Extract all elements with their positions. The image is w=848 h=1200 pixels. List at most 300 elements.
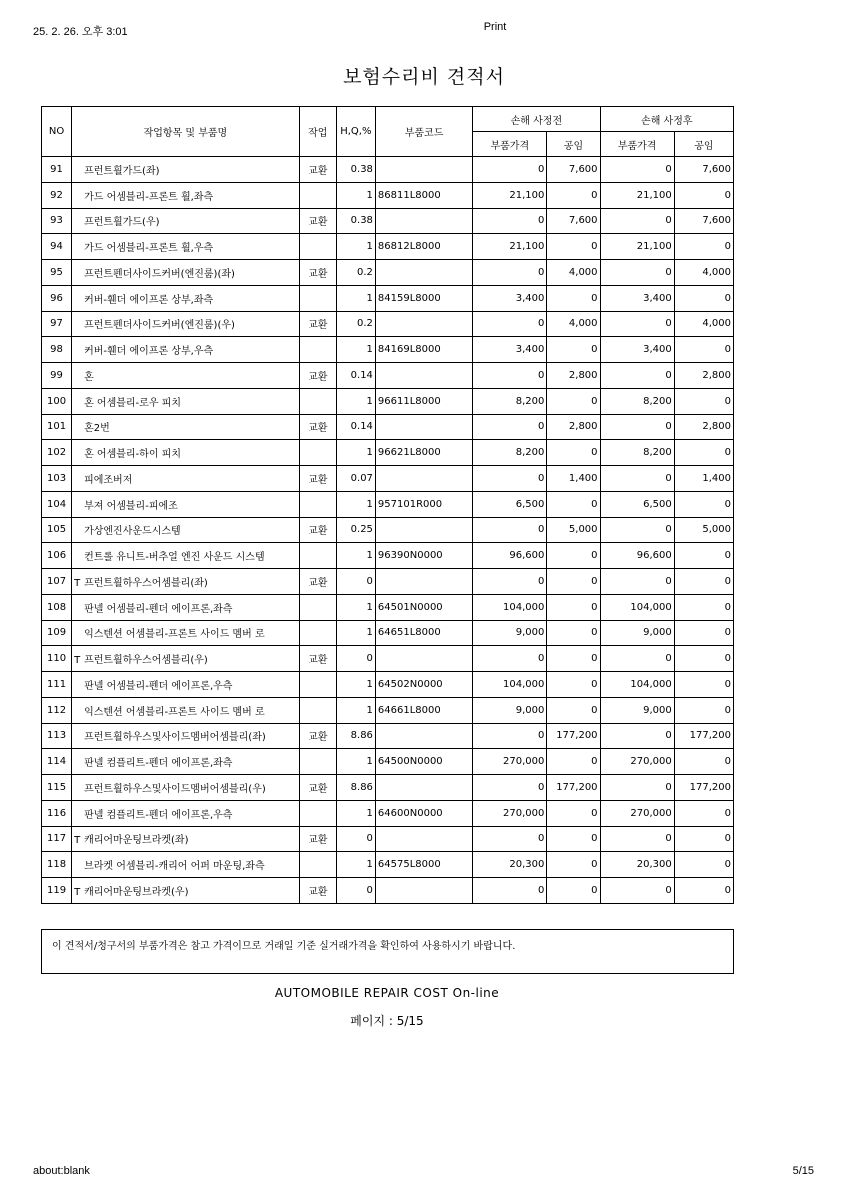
row-before-part-price: 9,000 <box>473 697 547 723</box>
table-row <box>42 208 734 234</box>
row-part-code <box>375 466 472 492</box>
row-after-labor: 0 <box>674 594 733 620</box>
row-item-name-text: 프런트펜더사이드커버(엔진룸)(좌) <box>84 268 235 280</box>
row-part-code: 64575L8000 <box>375 852 472 878</box>
row-hq: 0.2 <box>336 311 375 337</box>
table-row <box>42 775 734 801</box>
row-after-labor: 0 <box>674 646 733 672</box>
row-hq: 0.38 <box>336 157 375 183</box>
row-item-name <box>72 878 300 904</box>
table-row <box>42 234 734 260</box>
row-before-labor: 0 <box>547 234 600 260</box>
row-before-part-price: 0 <box>473 311 547 337</box>
row-no: 103 <box>42 466 72 492</box>
table-row <box>42 543 734 569</box>
row-before-part-price: 6,500 <box>473 491 547 517</box>
row-after-labor: 1,400 <box>674 466 733 492</box>
row-item-name <box>72 466 300 492</box>
row-after-labor: 0 <box>674 620 733 646</box>
row-no: 113 <box>42 723 72 749</box>
row-no: 119 <box>42 878 72 904</box>
row-before-labor: 0 <box>547 182 600 208</box>
row-no: 111 <box>42 672 72 698</box>
row-after-labor: 4,000 <box>674 311 733 337</box>
row-work-type: 교환 <box>299 723 336 749</box>
row-after-labor: 0 <box>674 491 733 517</box>
row-item-name <box>72 775 300 801</box>
row-item-name <box>72 594 300 620</box>
row-after-part-price: 21,100 <box>600 234 674 260</box>
row-item-name-text: 피에조버저 <box>84 474 133 486</box>
table-row <box>42 800 734 826</box>
row-t-mark: T <box>74 577 81 589</box>
row-hq: 1 <box>336 285 375 311</box>
row-before-part-price: 0 <box>473 569 547 595</box>
row-no: 94 <box>42 234 72 260</box>
row-before-labor: 0 <box>547 826 600 852</box>
estimate-rows <box>42 157 734 904</box>
row-before-part-price: 0 <box>473 466 547 492</box>
row-item-name <box>72 749 300 775</box>
row-item-name-text: 판넬 컴플리트-펜더 에이프론,좌측 <box>84 758 233 770</box>
row-no: 102 <box>42 440 72 466</box>
row-before-labor: 4,000 <box>547 311 600 337</box>
row-after-labor: 2,800 <box>674 363 733 389</box>
price-notice-text: 이 견적서/청구서의 부품가격은 참고 가격이므로 거래일 기준 실거래가격을 확인하여 사용하시기 바랍니다. <box>52 941 516 952</box>
row-after-part-price: 3,400 <box>600 337 674 363</box>
row-no: 98 <box>42 337 72 363</box>
row-before-part-price: 0 <box>473 775 547 801</box>
row-hq: 0.38 <box>336 208 375 234</box>
row-before-labor: 0 <box>547 800 600 826</box>
row-after-part-price: 8,200 <box>600 440 674 466</box>
row-after-labor: 0 <box>674 543 733 569</box>
table-row <box>42 569 734 595</box>
row-after-labor: 0 <box>674 388 733 414</box>
header-after-assessment: 손해 사정후 <box>600 107 733 132</box>
footer-page-number: 페이지 : 5/15 <box>350 1014 424 1028</box>
row-item-name-text: 프런트휠하우스어셈블리(좌) <box>84 577 208 589</box>
row-after-part-price: 0 <box>600 569 674 595</box>
row-hq: 1 <box>336 620 375 646</box>
row-hq: 0 <box>336 646 375 672</box>
row-no: 101 <box>42 414 72 440</box>
row-item-name <box>72 337 300 363</box>
row-work-type: 교환 <box>299 363 336 389</box>
row-part-code <box>375 826 472 852</box>
row-item-name-text: 혼 어셈블리-하이 피치 <box>84 449 181 461</box>
header-item-name: 작업항목 및 부품명 <box>72 107 300 157</box>
row-part-code: 86812L8000 <box>375 234 472 260</box>
row-before-part-price: 270,000 <box>473 800 547 826</box>
row-after-part-price: 270,000 <box>600 749 674 775</box>
row-t-mark: T <box>74 886 81 898</box>
table-row <box>42 440 734 466</box>
row-hq: 1 <box>336 337 375 363</box>
row-item-name <box>72 363 300 389</box>
row-item-name-text: 가드 어셈블리-프론트 휠,좌측 <box>84 191 214 203</box>
table-row <box>42 337 734 363</box>
row-hq: 1 <box>336 234 375 260</box>
row-item-name-text: 커버-휀더 에이프론 상부,우측 <box>84 346 214 358</box>
row-work-type <box>299 852 336 878</box>
row-hq: 1 <box>336 440 375 466</box>
row-before-labor: 2,800 <box>547 363 600 389</box>
row-before-part-price: 104,000 <box>473 594 547 620</box>
row-part-code <box>375 311 472 337</box>
row-before-part-price: 0 <box>473 363 547 389</box>
row-work-type: 교환 <box>299 569 336 595</box>
row-no: 97 <box>42 311 72 337</box>
print-datetime: 25. 2. 26. 오후 3:01 <box>33 26 128 38</box>
row-no: 108 <box>42 594 72 620</box>
table-row <box>42 697 734 723</box>
row-before-part-price: 0 <box>473 723 547 749</box>
row-no: 92 <box>42 182 72 208</box>
row-no: 107 <box>42 569 72 595</box>
row-part-code <box>375 517 472 543</box>
row-no: 99 <box>42 363 72 389</box>
row-part-code: 96621L8000 <box>375 440 472 466</box>
row-after-part-price: 0 <box>600 311 674 337</box>
row-item-name-text: 익스텐션 어셈블리-프론트 사이드 멤버 로 <box>84 706 265 718</box>
row-hq: 0 <box>336 878 375 904</box>
table-row <box>42 414 734 440</box>
row-item-name <box>72 157 300 183</box>
row-before-part-price: 0 <box>473 878 547 904</box>
row-after-labor: 4,000 <box>674 260 733 286</box>
row-before-part-price: 21,100 <box>473 182 547 208</box>
row-after-part-price: 0 <box>600 157 674 183</box>
row-before-labor: 0 <box>547 440 600 466</box>
row-item-name <box>72 517 300 543</box>
row-item-name-text: 프런트휠가드(우) <box>84 217 160 229</box>
row-part-code <box>375 157 472 183</box>
row-part-code: 64502N0000 <box>375 672 472 698</box>
row-before-labor: 0 <box>547 646 600 672</box>
table-row <box>42 878 734 904</box>
row-hq: 0.14 <box>336 414 375 440</box>
row-before-part-price: 0 <box>473 414 547 440</box>
table-row <box>42 466 734 492</box>
row-no: 112 <box>42 697 72 723</box>
print-page-count: 5/15 <box>792 1165 814 1177</box>
row-work-type: 교환 <box>299 311 336 337</box>
row-item-name-text: 혼2번 <box>84 423 110 435</box>
row-work-type: 교환 <box>299 517 336 543</box>
row-hq: 1 <box>336 594 375 620</box>
row-item-name-text: 프런트휠가드(좌) <box>84 165 160 177</box>
row-before-part-price: 270,000 <box>473 749 547 775</box>
table-row <box>42 620 734 646</box>
row-before-labor: 0 <box>547 285 600 311</box>
row-item-name <box>72 182 300 208</box>
row-item-name-text: 혼 <box>84 371 94 383</box>
row-no: 115 <box>42 775 72 801</box>
table-row <box>42 723 734 749</box>
header-after-labor: 공임 <box>674 132 733 157</box>
row-no: 116 <box>42 800 72 826</box>
row-hq: 1 <box>336 491 375 517</box>
row-item-name <box>72 723 300 749</box>
row-hq: 1 <box>336 182 375 208</box>
row-item-name-text: 가상엔진사운드시스템 <box>84 526 181 538</box>
row-hq: 8.86 <box>336 775 375 801</box>
row-after-labor: 0 <box>674 800 733 826</box>
table-row <box>42 285 734 311</box>
row-item-name <box>72 414 300 440</box>
row-no: 106 <box>42 543 72 569</box>
document-title: 보험수리비 견적서 <box>343 66 505 88</box>
header-part-code: 부품코드 <box>375 107 472 157</box>
row-hq: 1 <box>336 543 375 569</box>
row-after-labor: 2,800 <box>674 414 733 440</box>
table-row <box>42 852 734 878</box>
row-after-part-price: 0 <box>600 775 674 801</box>
row-after-labor: 7,600 <box>674 208 733 234</box>
row-item-name <box>72 697 300 723</box>
row-item-name <box>72 440 300 466</box>
row-work-type <box>299 697 336 723</box>
row-item-name <box>72 388 300 414</box>
row-item-name <box>72 800 300 826</box>
row-hq: 0.25 <box>336 517 375 543</box>
row-part-code: 84159L8000 <box>375 285 472 311</box>
row-before-labor: 7,600 <box>547 208 600 234</box>
table-row <box>42 388 734 414</box>
row-item-name-text: 판넬 컴플리트-펜더 에이프론,우측 <box>84 809 233 821</box>
row-before-labor: 177,200 <box>547 723 600 749</box>
row-item-name <box>72 311 300 337</box>
row-after-part-price: 0 <box>600 826 674 852</box>
row-after-labor: 0 <box>674 285 733 311</box>
row-no: 109 <box>42 620 72 646</box>
row-hq: 1 <box>336 749 375 775</box>
footer-brand: AUTOMOBILE REPAIR COST On-line <box>274 986 500 1000</box>
row-work-type <box>299 388 336 414</box>
row-after-part-price: 8,200 <box>600 388 674 414</box>
row-before-part-price: 96,600 <box>473 543 547 569</box>
table-row <box>42 594 734 620</box>
row-item-name <box>72 234 300 260</box>
row-after-part-price: 0 <box>600 466 674 492</box>
row-item-name <box>72 569 300 595</box>
row-before-part-price: 0 <box>473 260 547 286</box>
row-after-part-price: 3,400 <box>600 285 674 311</box>
row-work-type: 교환 <box>299 157 336 183</box>
row-after-labor: 177,200 <box>674 723 733 749</box>
row-no: 110 <box>42 646 72 672</box>
row-after-labor: 0 <box>674 826 733 852</box>
row-t-mark: T <box>74 655 81 667</box>
row-no: 117 <box>42 826 72 852</box>
row-before-labor: 0 <box>547 620 600 646</box>
row-after-part-price: 20,300 <box>600 852 674 878</box>
row-item-name-text: 혼 어셈블리-로우 피치 <box>84 397 181 409</box>
row-part-code <box>375 208 472 234</box>
row-before-labor: 7,600 <box>547 157 600 183</box>
row-after-part-price: 96,600 <box>600 543 674 569</box>
row-before-part-price: 8,200 <box>473 440 547 466</box>
row-hq: 0.07 <box>336 466 375 492</box>
row-no: 114 <box>42 749 72 775</box>
row-no: 105 <box>42 517 72 543</box>
row-no: 100 <box>42 388 72 414</box>
row-before-part-price: 20,300 <box>473 852 547 878</box>
row-item-name-text: 프런트휠하우스및사이드멤버어셈블리(좌) <box>84 732 266 744</box>
table-row <box>42 157 734 183</box>
row-part-code <box>375 646 472 672</box>
row-after-labor: 0 <box>674 697 733 723</box>
row-after-labor: 0 <box>674 234 733 260</box>
header-before-assessment: 손해 사정전 <box>473 107 600 132</box>
row-hq: 1 <box>336 672 375 698</box>
row-after-part-price: 0 <box>600 208 674 234</box>
row-before-labor: 0 <box>547 543 600 569</box>
row-before-labor: 0 <box>547 749 600 775</box>
row-no: 91 <box>42 157 72 183</box>
row-part-code: 64651L8000 <box>375 620 472 646</box>
row-item-name-text: 판넬 어셈블리-펜더 에이프론,좌측 <box>84 603 233 615</box>
row-item-name <box>72 646 300 672</box>
row-after-part-price: 0 <box>600 517 674 543</box>
row-work-type: 교환 <box>299 208 336 234</box>
row-item-name-text: 프런트휠하우스및사이드멤버어셈블리(우) <box>84 783 266 795</box>
row-work-type: 교환 <box>299 826 336 852</box>
row-after-labor: 5,000 <box>674 517 733 543</box>
row-before-part-price: 21,100 <box>473 234 547 260</box>
row-item-name <box>72 852 300 878</box>
table-row <box>42 826 734 852</box>
row-after-part-price: 0 <box>600 646 674 672</box>
row-item-name-text: 컨트롤 유니트-버추얼 엔진 사운드 시스템 <box>84 552 265 564</box>
row-before-labor: 4,000 <box>547 260 600 286</box>
row-part-code: 84169L8000 <box>375 337 472 363</box>
row-item-name <box>72 491 300 517</box>
row-part-code <box>375 775 472 801</box>
row-after-part-price: 0 <box>600 723 674 749</box>
row-after-part-price: 9,000 <box>600 620 674 646</box>
row-hq: 0.2 <box>336 260 375 286</box>
header-work: 작업 <box>299 107 336 157</box>
row-work-type <box>299 620 336 646</box>
row-part-code: 957101R000 <box>375 491 472 517</box>
row-part-code <box>375 260 472 286</box>
row-item-name <box>72 543 300 569</box>
row-work-type: 교환 <box>299 414 336 440</box>
table-row <box>42 491 734 517</box>
row-part-code: 64600N0000 <box>375 800 472 826</box>
row-work-type <box>299 672 336 698</box>
row-before-labor: 0 <box>547 672 600 698</box>
row-before-part-price: 0 <box>473 157 547 183</box>
row-after-labor: 0 <box>674 569 733 595</box>
table-row <box>42 517 734 543</box>
row-work-type <box>299 594 336 620</box>
row-item-name <box>72 672 300 698</box>
header-before-labor: 공임 <box>547 132 600 157</box>
row-after-labor: 0 <box>674 182 733 208</box>
row-work-type: 교환 <box>299 260 336 286</box>
estimate-table <box>41 106 734 904</box>
row-work-type: 교환 <box>299 466 336 492</box>
row-part-code: 96611L8000 <box>375 388 472 414</box>
row-part-code <box>375 363 472 389</box>
row-work-type <box>299 440 336 466</box>
header-no: NO <box>42 107 72 157</box>
row-item-name-text: 부져 어셈블리-피에조 <box>84 500 178 512</box>
row-before-labor: 0 <box>547 337 600 363</box>
row-item-name <box>72 285 300 311</box>
row-item-name-text: 가드 어셈블리-프론트 휠,우측 <box>84 243 214 255</box>
row-before-labor: 1,400 <box>547 466 600 492</box>
row-after-part-price: 21,100 <box>600 182 674 208</box>
row-after-part-price: 104,000 <box>600 672 674 698</box>
row-work-type <box>299 800 336 826</box>
row-before-part-price: 3,400 <box>473 285 547 311</box>
row-after-part-price: 0 <box>600 260 674 286</box>
row-after-part-price: 0 <box>600 878 674 904</box>
row-after-part-price: 9,000 <box>600 697 674 723</box>
row-no: 93 <box>42 208 72 234</box>
row-item-name-text: 익스텐션 어셈블리-프론트 사이드 멤버 로 <box>84 629 265 641</box>
row-before-part-price: 0 <box>473 517 547 543</box>
row-after-labor: 0 <box>674 672 733 698</box>
row-after-labor: 7,600 <box>674 157 733 183</box>
row-work-type <box>299 182 336 208</box>
row-part-code <box>375 569 472 595</box>
row-item-name-text: 커버-휀더 에이프론 상부,좌측 <box>84 294 214 306</box>
row-after-labor: 0 <box>674 337 733 363</box>
row-part-code: 64661L8000 <box>375 697 472 723</box>
table-row <box>42 749 734 775</box>
table-row <box>42 672 734 698</box>
row-before-part-price: 3,400 <box>473 337 547 363</box>
row-item-name-text: 판넬 어셈블리-펜더 에이프론,우측 <box>84 680 233 692</box>
row-item-name <box>72 208 300 234</box>
row-before-labor: 0 <box>547 878 600 904</box>
row-item-name <box>72 826 300 852</box>
row-item-name-text: 브라켓 어셈블리-캐리어 어퍼 마운팅,좌측 <box>84 861 265 873</box>
row-before-labor: 2,800 <box>547 414 600 440</box>
row-hq: 1 <box>336 852 375 878</box>
row-no: 118 <box>42 852 72 878</box>
table-row <box>42 363 734 389</box>
row-part-code <box>375 723 472 749</box>
price-notice-box <box>41 929 734 974</box>
row-before-part-price: 0 <box>473 208 547 234</box>
row-before-labor: 0 <box>547 594 600 620</box>
row-after-part-price: 270,000 <box>600 800 674 826</box>
row-item-name-text: 프런트펜더사이드커버(엔진룸)(우) <box>84 320 235 332</box>
row-after-part-price: 6,500 <box>600 491 674 517</box>
row-before-part-price: 0 <box>473 646 547 672</box>
row-hq: 1 <box>336 800 375 826</box>
row-hq: 8.86 <box>336 723 375 749</box>
row-work-type: 교환 <box>299 646 336 672</box>
row-item-name-text: 캐리어마운팅브라켓(우) <box>84 886 189 898</box>
row-part-code: 96390N0000 <box>375 543 472 569</box>
table-row <box>42 260 734 286</box>
row-before-labor: 177,200 <box>547 775 600 801</box>
row-before-part-price: 8,200 <box>473 388 547 414</box>
row-after-labor: 0 <box>674 749 733 775</box>
row-after-labor: 177,200 <box>674 775 733 801</box>
row-hq: 1 <box>336 697 375 723</box>
row-work-type <box>299 234 336 260</box>
row-after-labor: 0 <box>674 440 733 466</box>
row-part-code <box>375 878 472 904</box>
